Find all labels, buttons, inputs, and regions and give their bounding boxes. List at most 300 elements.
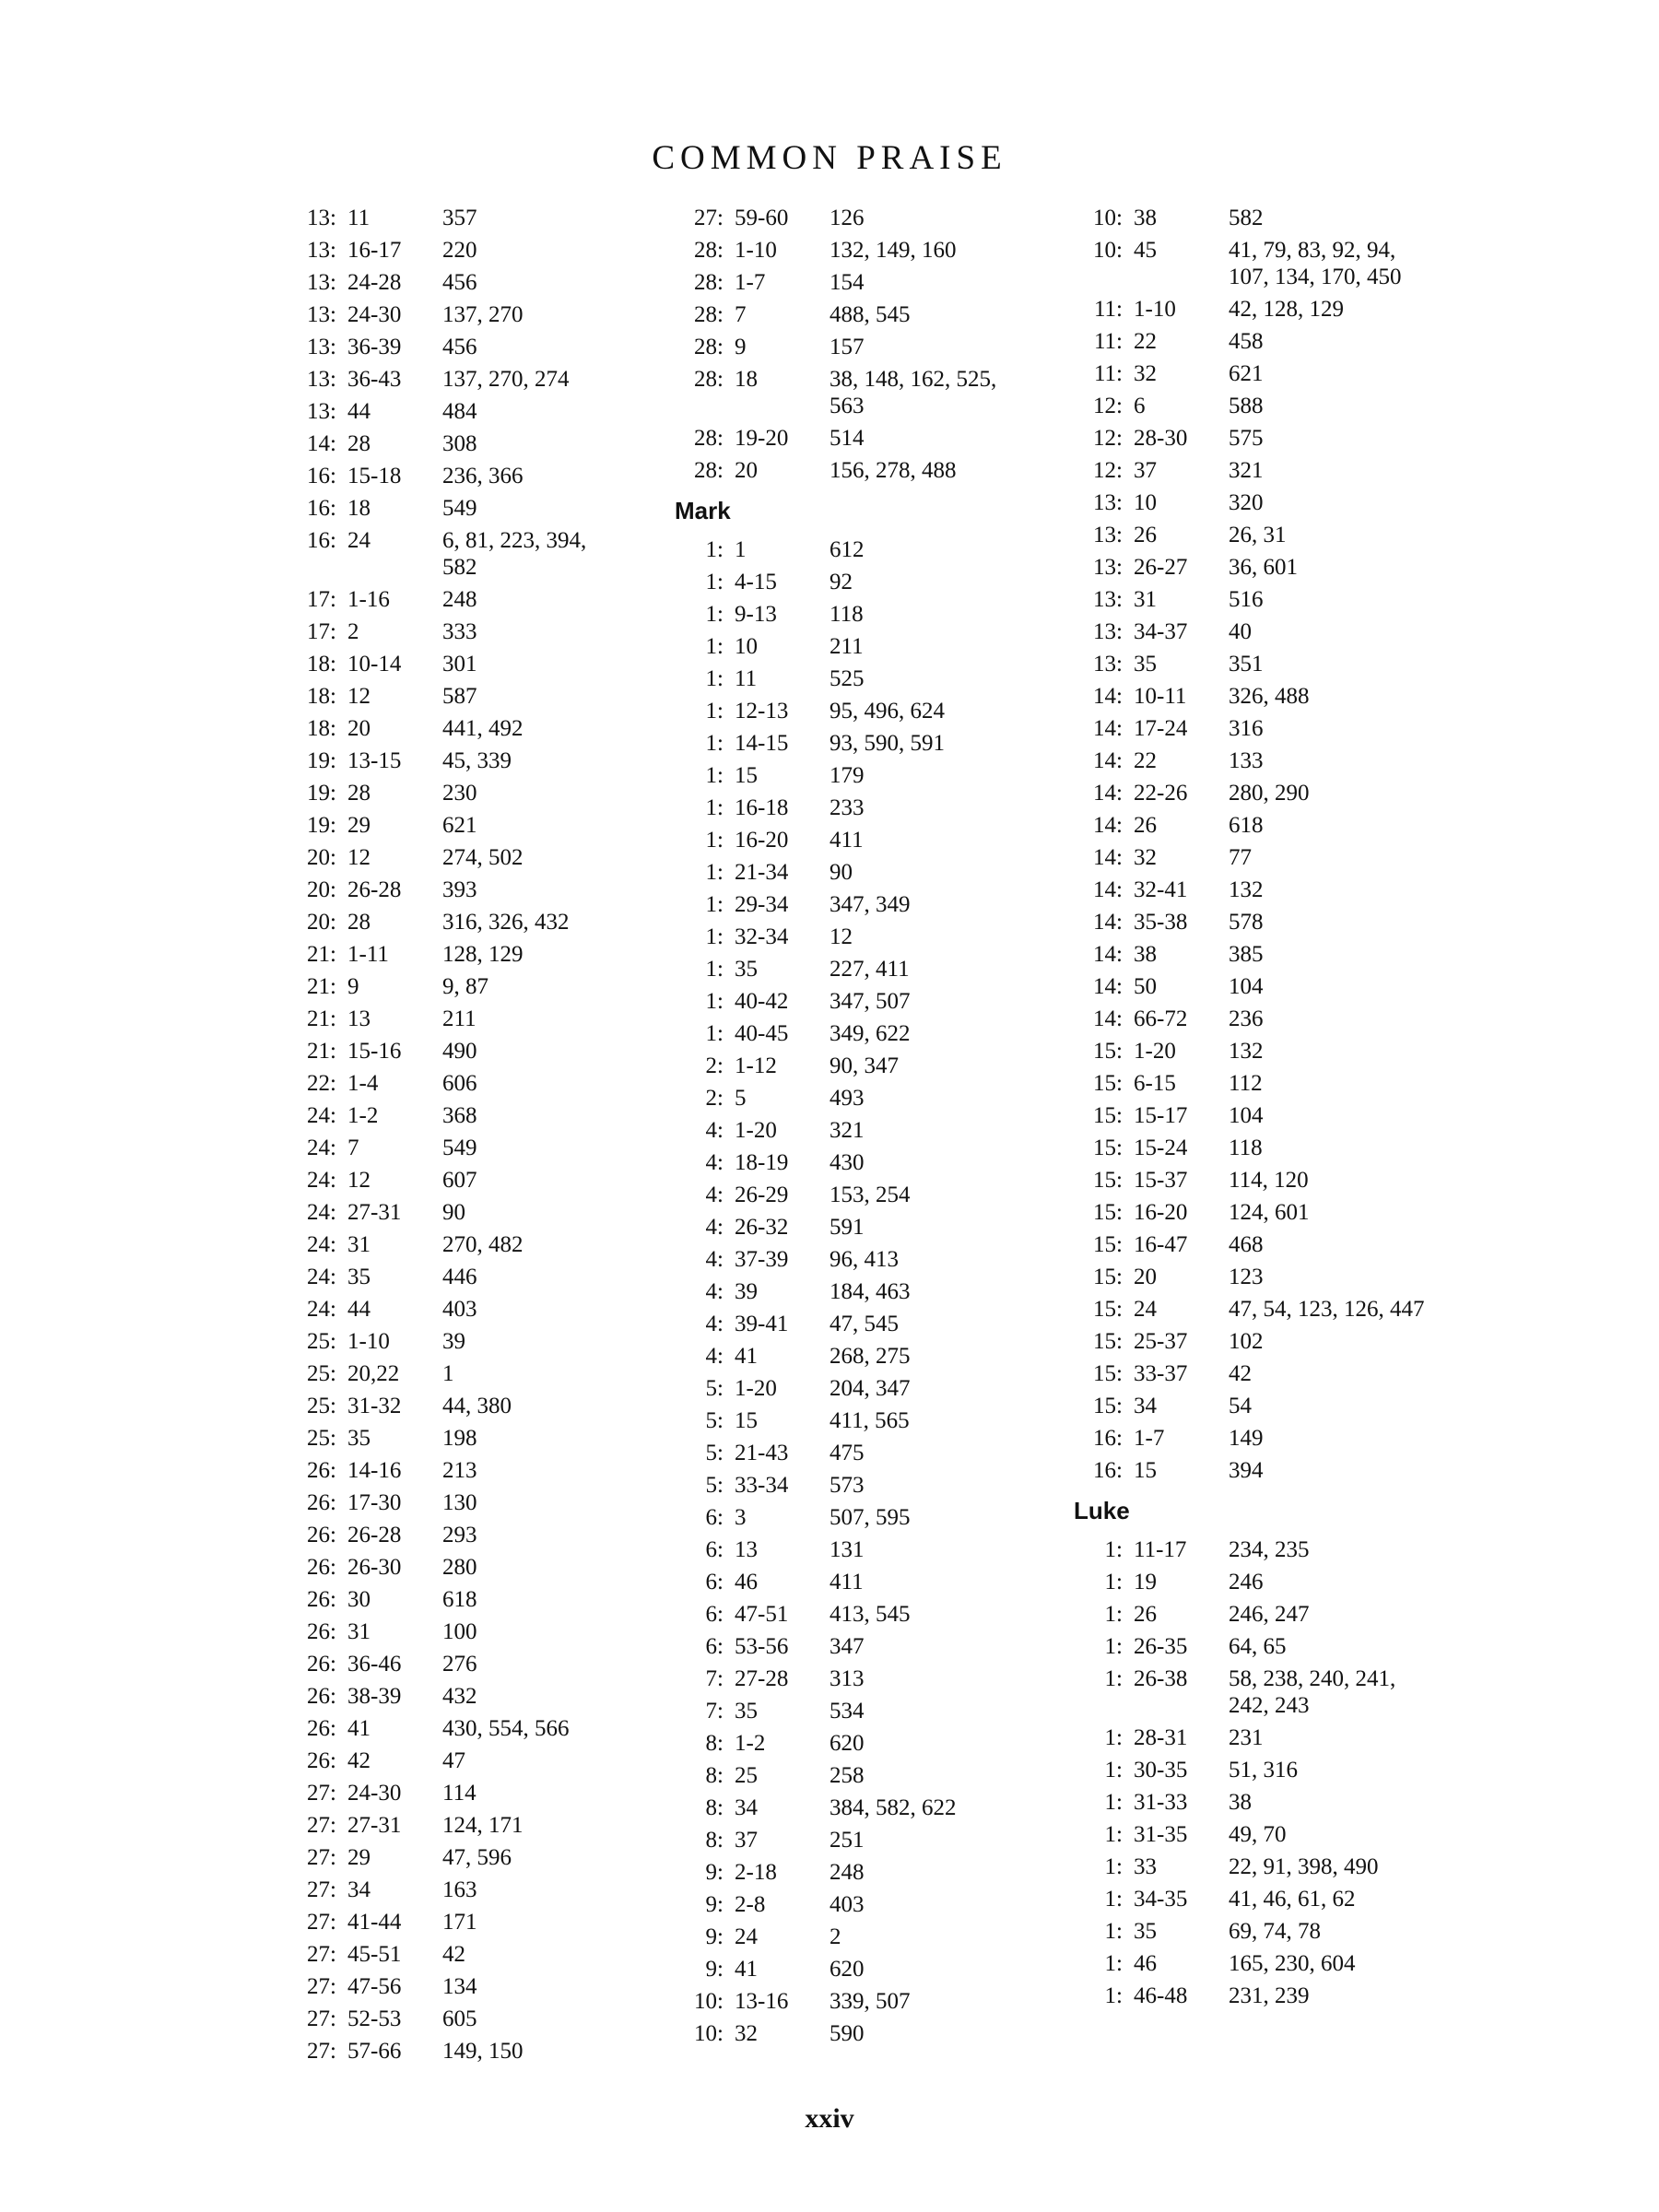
chapter-number: 13: bbox=[1093, 652, 1123, 677]
verse-range: 27-31 bbox=[347, 1813, 402, 1838]
hymn-numbers: 198 bbox=[442, 1426, 477, 1451]
index-entry bbox=[1074, 715, 1442, 742]
index-entry bbox=[675, 1956, 1034, 1983]
hymn-numbers: 40 bbox=[1229, 619, 1252, 644]
hymn-numbers: 54 bbox=[1229, 1394, 1252, 1418]
index-entry bbox=[675, 1117, 1034, 1144]
index-entry bbox=[288, 1747, 629, 1774]
chapter-number: 21: bbox=[307, 1039, 336, 1064]
chapter-number: 28: bbox=[694, 458, 724, 483]
hymn-numbers: 112 bbox=[1229, 1071, 1263, 1096]
chapter-number: 27: bbox=[307, 1813, 336, 1838]
index-entry bbox=[675, 1020, 1034, 1047]
chapter-number: 14: bbox=[1093, 974, 1123, 999]
chapter-number: 1: bbox=[1104, 1570, 1123, 1594]
chapter-number: 12: bbox=[1093, 458, 1123, 483]
chapter-number: 4: bbox=[705, 1215, 724, 1240]
chapter-number: 15: bbox=[1093, 1071, 1123, 1096]
verse-range: 32-41 bbox=[1134, 877, 1188, 902]
hymn-numbers: 606 bbox=[442, 1071, 477, 1096]
chapter-number: 24: bbox=[307, 1103, 336, 1128]
index-entry bbox=[1074, 489, 1442, 516]
index-entry bbox=[1074, 1199, 1442, 1226]
chapter-number: 1: bbox=[705, 634, 724, 659]
verse-range: 31 bbox=[1134, 587, 1157, 612]
chapter-number: 14: bbox=[1093, 845, 1123, 870]
hymn-numbers: 22, 91, 398, 490 bbox=[1229, 1854, 1379, 1879]
chapter-number: 4: bbox=[705, 1312, 724, 1336]
chapter-number: 25: bbox=[307, 1329, 336, 1354]
verse-range: 17-30 bbox=[347, 1490, 402, 1515]
hymn-numbers: 246, 247 bbox=[1229, 1602, 1310, 1627]
index-entry bbox=[1074, 1296, 1442, 1323]
chapter-number: 13: bbox=[307, 367, 336, 392]
hymn-numbers: 321 bbox=[1229, 458, 1264, 483]
chapter-number: 1: bbox=[1104, 1951, 1123, 1976]
chapter-number: 19: bbox=[307, 781, 336, 806]
index-entry bbox=[1074, 1724, 1442, 1751]
index-entry bbox=[288, 1522, 629, 1548]
chapter-number: 15: bbox=[1093, 1265, 1123, 1289]
chapter-number: 8: bbox=[705, 1763, 724, 1788]
hymn-numbers: 280, 290 bbox=[1229, 781, 1310, 806]
verse-range: 15-17 bbox=[1134, 1103, 1188, 1128]
chapter-number: 11: bbox=[1093, 329, 1123, 354]
chapter-number: 14: bbox=[1093, 716, 1123, 741]
index-entry bbox=[675, 366, 1034, 419]
hymn-numbers: 293 bbox=[442, 1523, 477, 1547]
index-entry bbox=[675, 794, 1034, 821]
index-entry bbox=[288, 1070, 629, 1097]
chapter-number: 1: bbox=[705, 989, 724, 1014]
hymn-numbers: 227, 411 bbox=[830, 957, 910, 982]
hymn-numbers: 165, 230, 604 bbox=[1229, 1951, 1356, 1976]
chapter-number: 4: bbox=[705, 1118, 724, 1143]
hymn-numbers: 132, 149, 160 bbox=[830, 238, 957, 263]
chapter-number: 20: bbox=[307, 845, 336, 870]
verse-range: 34 bbox=[735, 1795, 758, 1820]
verse-range: 9 bbox=[735, 335, 747, 359]
hymn-numbers: 26, 31 bbox=[1229, 523, 1287, 547]
verse-range: 20 bbox=[735, 458, 758, 483]
chapter-number: 15: bbox=[1093, 1135, 1123, 1160]
index-entry bbox=[288, 1683, 629, 1710]
verse-range: 18 bbox=[735, 367, 758, 392]
index-entry bbox=[675, 1214, 1034, 1241]
chapter-number: 1: bbox=[1104, 1725, 1123, 1750]
verse-range: 34-37 bbox=[1134, 619, 1188, 644]
hymn-numbers: 430, 554, 566 bbox=[442, 1716, 570, 1741]
verse-range: 11 bbox=[735, 666, 758, 691]
chapter-number: 1: bbox=[705, 731, 724, 756]
hymn-numbers: 47, 54, 123, 126, 447 bbox=[1229, 1297, 1425, 1322]
index-entry bbox=[288, 527, 629, 581]
hymn-numbers: 41, 79, 83, 92, 94, 107, 134, 170, 450 bbox=[1229, 238, 1402, 289]
chapter-number: 15: bbox=[1093, 1297, 1123, 1322]
chapter-number: 27: bbox=[307, 1974, 336, 1999]
verse-range: 59-60 bbox=[735, 206, 789, 230]
index-entry bbox=[1074, 780, 1442, 806]
verse-range: 26-32 bbox=[735, 1215, 789, 1240]
index-entry bbox=[1074, 877, 1442, 903]
hymn-numbers: 39 bbox=[442, 1329, 465, 1354]
verse-range: 53-56 bbox=[735, 1634, 789, 1659]
chapter-number: 25: bbox=[307, 1426, 336, 1451]
chapter-number: 27: bbox=[307, 1942, 336, 1967]
chapter-number: 14: bbox=[1093, 748, 1123, 773]
chapter-number: 12: bbox=[1093, 394, 1123, 418]
index-entry bbox=[675, 269, 1034, 296]
hymn-numbers: 446 bbox=[442, 1265, 477, 1289]
chapter-number: 26: bbox=[307, 1684, 336, 1709]
chapter-number: 1: bbox=[705, 828, 724, 853]
verse-range: 12 bbox=[347, 845, 371, 870]
verse-range: 33 bbox=[1134, 1854, 1157, 1879]
hymn-numbers: 126 bbox=[830, 206, 865, 230]
index-entry bbox=[1074, 1328, 1442, 1355]
index-entry bbox=[1074, 1983, 1442, 2009]
hymn-numbers: 313 bbox=[830, 1666, 865, 1691]
verse-range: 10-14 bbox=[347, 652, 402, 677]
index-entry bbox=[675, 633, 1034, 660]
chapter-number: 21: bbox=[307, 942, 336, 967]
index-entry bbox=[1074, 1102, 1442, 1129]
hymn-numbers: 231 bbox=[1229, 1725, 1264, 1750]
hymn-numbers: 90, 347 bbox=[830, 1053, 899, 1078]
verse-range: 16-20 bbox=[735, 828, 789, 853]
index-entry bbox=[675, 1440, 1034, 1466]
verse-range: 24-28 bbox=[347, 270, 402, 295]
index-entry bbox=[288, 463, 629, 489]
chapter-number: 5: bbox=[705, 1473, 724, 1498]
hymn-numbers: 403 bbox=[830, 1892, 865, 1917]
hymn-numbers: 591 bbox=[830, 1215, 865, 1240]
chapter-number: 1: bbox=[705, 666, 724, 691]
chapter-number: 27: bbox=[307, 1910, 336, 1935]
chapter-number: 9: bbox=[705, 1892, 724, 1917]
hymn-numbers: 321 bbox=[830, 1118, 865, 1143]
index-entry bbox=[675, 1311, 1034, 1337]
verse-range: 26-28 bbox=[347, 877, 402, 902]
verse-range: 57-66 bbox=[347, 2039, 402, 2064]
index-entry bbox=[288, 1199, 629, 1226]
index-entry bbox=[288, 1844, 629, 1871]
hymn-numbers: 268, 275 bbox=[830, 1344, 911, 1369]
index-entry bbox=[288, 715, 629, 742]
verse-range: 35-38 bbox=[1134, 910, 1188, 935]
index-entry bbox=[1074, 393, 1442, 419]
index-entry bbox=[288, 1973, 629, 2000]
index-entry bbox=[288, 1618, 629, 1645]
chapter-number: 6: bbox=[705, 1537, 724, 1562]
index-entry bbox=[1074, 1393, 1442, 1419]
hymn-numbers: 612 bbox=[830, 537, 865, 562]
chapter-number: 10: bbox=[694, 1989, 724, 2014]
hymn-numbers: 441, 492 bbox=[442, 716, 524, 741]
verse-range: 11 bbox=[347, 206, 371, 230]
verse-range: 17-24 bbox=[1134, 716, 1188, 741]
verse-range: 27-31 bbox=[347, 1200, 402, 1225]
verse-range: 6-15 bbox=[1134, 1071, 1176, 1096]
verse-range: 36-46 bbox=[347, 1652, 402, 1677]
index-entry bbox=[675, 1536, 1034, 1563]
chapter-number: 10: bbox=[694, 2021, 724, 2046]
verse-range: 1-10 bbox=[1134, 297, 1176, 322]
verse-range: 26 bbox=[1134, 523, 1157, 547]
index-entry bbox=[675, 569, 1034, 595]
chapter-number: 21: bbox=[307, 1006, 336, 1031]
chapter-number: 19: bbox=[307, 813, 336, 838]
index-entry bbox=[675, 1633, 1034, 1660]
hymn-numbers: 301 bbox=[442, 652, 477, 677]
chapter-number: 25: bbox=[307, 1394, 336, 1418]
hymn-numbers: 163 bbox=[442, 1877, 477, 1902]
verse-range: 1-20 bbox=[735, 1376, 777, 1401]
verse-range: 26-29 bbox=[735, 1182, 789, 1207]
verse-range: 36-43 bbox=[347, 367, 402, 392]
hymn-numbers: 234, 235 bbox=[1229, 1537, 1310, 1562]
index-entry bbox=[675, 1924, 1034, 1950]
hymn-numbers: 137, 270 bbox=[442, 302, 524, 327]
hymn-numbers: 204, 347 bbox=[830, 1376, 911, 1401]
hymn-numbers: 516 bbox=[1229, 587, 1264, 612]
index-entry bbox=[1074, 1457, 1442, 1484]
index-entry bbox=[288, 398, 629, 425]
hymn-numbers: 432 bbox=[442, 1684, 477, 1709]
hymn-numbers: 339, 507 bbox=[830, 1989, 911, 2014]
index-entry bbox=[1074, 1918, 1442, 1945]
index-entry bbox=[288, 1812, 629, 1839]
hymn-numbers: 9, 87 bbox=[442, 974, 488, 999]
chapter-number: 1: bbox=[705, 924, 724, 949]
hymn-numbers: 38, 148, 162, 525, 563 bbox=[830, 367, 997, 418]
index-entry bbox=[675, 1698, 1034, 1724]
chapter-number: 17: bbox=[307, 587, 336, 612]
index-entry bbox=[288, 2038, 629, 2065]
index-entry bbox=[288, 909, 629, 935]
chapter-number: 13: bbox=[307, 302, 336, 327]
verse-range: 46 bbox=[735, 1570, 758, 1594]
verse-range: 66-72 bbox=[1134, 1006, 1188, 1031]
index-entry bbox=[675, 1988, 1034, 2015]
hymn-numbers: 114, 120 bbox=[1229, 1168, 1309, 1193]
chapter-number: 1: bbox=[1104, 1758, 1123, 1783]
index-entry bbox=[1074, 522, 1442, 548]
hymn-numbers: 36, 601 bbox=[1229, 555, 1298, 580]
verse-range: 20 bbox=[1134, 1265, 1157, 1289]
verse-range: 30 bbox=[347, 1587, 371, 1612]
index-entry bbox=[288, 1231, 629, 1258]
index-entry bbox=[288, 430, 629, 457]
hymn-numbers: 347, 507 bbox=[830, 989, 911, 1014]
hymn-numbers: 456 bbox=[442, 270, 477, 295]
verse-range: 1-20 bbox=[735, 1118, 777, 1143]
verse-range: 34 bbox=[1134, 1394, 1157, 1418]
verse-range: 32 bbox=[1134, 361, 1157, 386]
hymn-numbers: 488, 545 bbox=[830, 302, 911, 327]
chapter-number: 14: bbox=[1093, 813, 1123, 838]
chapter-number: 15: bbox=[1093, 1103, 1123, 1128]
index-entry bbox=[675, 1375, 1034, 1402]
verse-range: 46-48 bbox=[1134, 1983, 1188, 2008]
hymn-numbers: 394 bbox=[1229, 1458, 1264, 1483]
index-entry bbox=[288, 1038, 629, 1065]
index-entry bbox=[675, 301, 1034, 328]
hymn-numbers: 124, 171 bbox=[442, 1813, 524, 1838]
hymn-numbers: 45, 339 bbox=[442, 748, 512, 773]
index-entry bbox=[1074, 1633, 1442, 1660]
verse-range: 36-39 bbox=[347, 335, 402, 359]
index-entry bbox=[1074, 425, 1442, 452]
hymn-numbers: 95, 496, 624 bbox=[830, 699, 945, 724]
index-entry bbox=[288, 586, 629, 613]
index-entry bbox=[1074, 1601, 1442, 1628]
index-entry bbox=[288, 1360, 629, 1387]
hymn-numbers: 326, 488 bbox=[1229, 684, 1310, 709]
hymn-numbers: 184, 463 bbox=[830, 1279, 911, 1304]
hymn-numbers: 607 bbox=[442, 1168, 477, 1193]
hymn-numbers: 349, 622 bbox=[830, 1021, 911, 1046]
chapter-number: 27: bbox=[307, 1845, 336, 1870]
hymn-numbers: 578 bbox=[1229, 910, 1264, 935]
index-entry bbox=[675, 536, 1034, 563]
hymn-numbers: 133 bbox=[1229, 748, 1264, 773]
index-entry bbox=[675, 457, 1034, 484]
chapter-number: 9: bbox=[705, 1860, 724, 1885]
verse-range: 29 bbox=[347, 1845, 371, 1870]
hymn-numbers: 47, 545 bbox=[830, 1312, 899, 1336]
hymn-numbers: 132 bbox=[1229, 877, 1264, 902]
hymn-numbers: 230 bbox=[442, 781, 477, 806]
index-entry bbox=[1074, 586, 1442, 613]
index-entry bbox=[288, 1006, 629, 1032]
hymn-numbers: 93, 590, 591 bbox=[830, 731, 945, 756]
verse-range: 12 bbox=[347, 684, 371, 709]
index-entry bbox=[675, 956, 1034, 982]
verse-range: 15 bbox=[735, 763, 758, 788]
verse-range: 41 bbox=[735, 1957, 758, 1982]
hymn-numbers: 621 bbox=[1229, 361, 1264, 386]
hymn-numbers: 179 bbox=[830, 763, 865, 788]
hymn-numbers: 525 bbox=[830, 666, 865, 691]
chapter-number: 27: bbox=[307, 1877, 336, 1902]
index-entry bbox=[288, 812, 629, 839]
hymn-numbers: 47, 596 bbox=[442, 1845, 512, 1870]
chapter-number: 14: bbox=[1093, 781, 1123, 806]
hymn-numbers: 468 bbox=[1229, 1232, 1264, 1257]
chapter-number: 5: bbox=[705, 1408, 724, 1433]
index-entry bbox=[675, 1149, 1034, 1176]
hymn-numbers: 154 bbox=[830, 270, 865, 295]
chapter-number: 26: bbox=[307, 1716, 336, 1741]
index-entry bbox=[675, 205, 1034, 231]
index-entry bbox=[1074, 328, 1442, 355]
index-entry bbox=[288, 2006, 629, 2032]
hymn-numbers: 124, 601 bbox=[1229, 1200, 1310, 1225]
verse-range: 6 bbox=[1134, 394, 1146, 418]
index-entry bbox=[675, 1343, 1034, 1370]
index-entry bbox=[288, 747, 629, 774]
chapter-number: 12: bbox=[1093, 426, 1123, 451]
hymn-numbers: 47 bbox=[442, 1748, 465, 1773]
hymn-numbers: 333 bbox=[442, 619, 477, 644]
verse-range: 40-45 bbox=[735, 1021, 789, 1046]
index-entry bbox=[675, 924, 1034, 950]
chapter-number: 24: bbox=[307, 1297, 336, 1322]
hymn-numbers: 114 bbox=[442, 1781, 477, 1806]
hymn-numbers: 49, 70 bbox=[1229, 1822, 1287, 1847]
index-entry bbox=[288, 237, 629, 264]
verse-range: 47-51 bbox=[735, 1602, 789, 1627]
chapter-number: 1: bbox=[705, 763, 724, 788]
hymn-numbers: 90 bbox=[830, 860, 853, 885]
hymn-numbers: 118 bbox=[830, 602, 864, 627]
chapter-number: 28: bbox=[694, 426, 724, 451]
index-entry bbox=[1074, 1853, 1442, 1880]
verse-range: 24 bbox=[1134, 1297, 1157, 1322]
index-entry bbox=[288, 780, 629, 806]
index-entry bbox=[675, 1182, 1034, 1208]
verse-range: 28-30 bbox=[1134, 426, 1188, 451]
verse-range: 25 bbox=[735, 1763, 758, 1788]
verse-range: 38 bbox=[1134, 942, 1157, 967]
verse-range: 30-35 bbox=[1134, 1758, 1188, 1783]
index-entry bbox=[1074, 1665, 1442, 1719]
index-entry bbox=[288, 1554, 629, 1581]
hymn-numbers: 484 bbox=[442, 399, 477, 424]
verse-range: 19 bbox=[1134, 1570, 1157, 1594]
verse-range: 40-42 bbox=[735, 989, 789, 1014]
index-entry bbox=[675, 891, 1034, 918]
verse-range: 38 bbox=[1134, 206, 1157, 230]
hymn-numbers: 233 bbox=[830, 795, 865, 820]
index-entry bbox=[288, 1651, 629, 1677]
verse-range: 2-8 bbox=[735, 1892, 766, 1917]
chapter-number: 15: bbox=[1093, 1200, 1123, 1225]
verse-range: 26-35 bbox=[1134, 1634, 1188, 1659]
hymn-numbers: 104 bbox=[1229, 974, 1264, 999]
hymn-numbers: 368 bbox=[442, 1103, 477, 1128]
hymn-numbers: 42 bbox=[442, 1942, 465, 1967]
verse-range: 34 bbox=[347, 1877, 371, 1902]
chapter-number: 14: bbox=[1093, 910, 1123, 935]
index-entry bbox=[288, 877, 629, 903]
index-entry bbox=[675, 698, 1034, 724]
chapter-number: 28: bbox=[694, 335, 724, 359]
verse-range: 1-12 bbox=[735, 1053, 777, 1078]
verse-range: 2-18 bbox=[735, 1860, 777, 1885]
verse-range: 3 bbox=[735, 1505, 747, 1530]
chapter-number: 1: bbox=[705, 892, 724, 917]
verse-range: 4-15 bbox=[735, 570, 777, 594]
index-entry bbox=[288, 1909, 629, 1936]
verse-range: 47-56 bbox=[347, 1974, 402, 1999]
chapter-number: 9: bbox=[705, 1924, 724, 1949]
chapter-number: 28: bbox=[694, 367, 724, 392]
index-entry bbox=[1074, 651, 1442, 677]
hymn-numbers: 236, 366 bbox=[442, 464, 524, 488]
verse-range: 11-17 bbox=[1134, 1537, 1187, 1562]
chapter-number: 16: bbox=[307, 464, 336, 488]
verse-range: 29 bbox=[347, 813, 371, 838]
hymn-numbers: 137, 270, 274 bbox=[442, 367, 570, 392]
chapter-number: 15: bbox=[1093, 1361, 1123, 1386]
verse-range: 31 bbox=[347, 1232, 371, 1257]
verse-range: 16-17 bbox=[347, 238, 402, 263]
index-entry bbox=[1074, 1038, 1442, 1065]
index-entry bbox=[288, 1780, 629, 1806]
hymn-numbers: 58, 238, 240, 241, 242, 243 bbox=[1229, 1666, 1396, 1718]
